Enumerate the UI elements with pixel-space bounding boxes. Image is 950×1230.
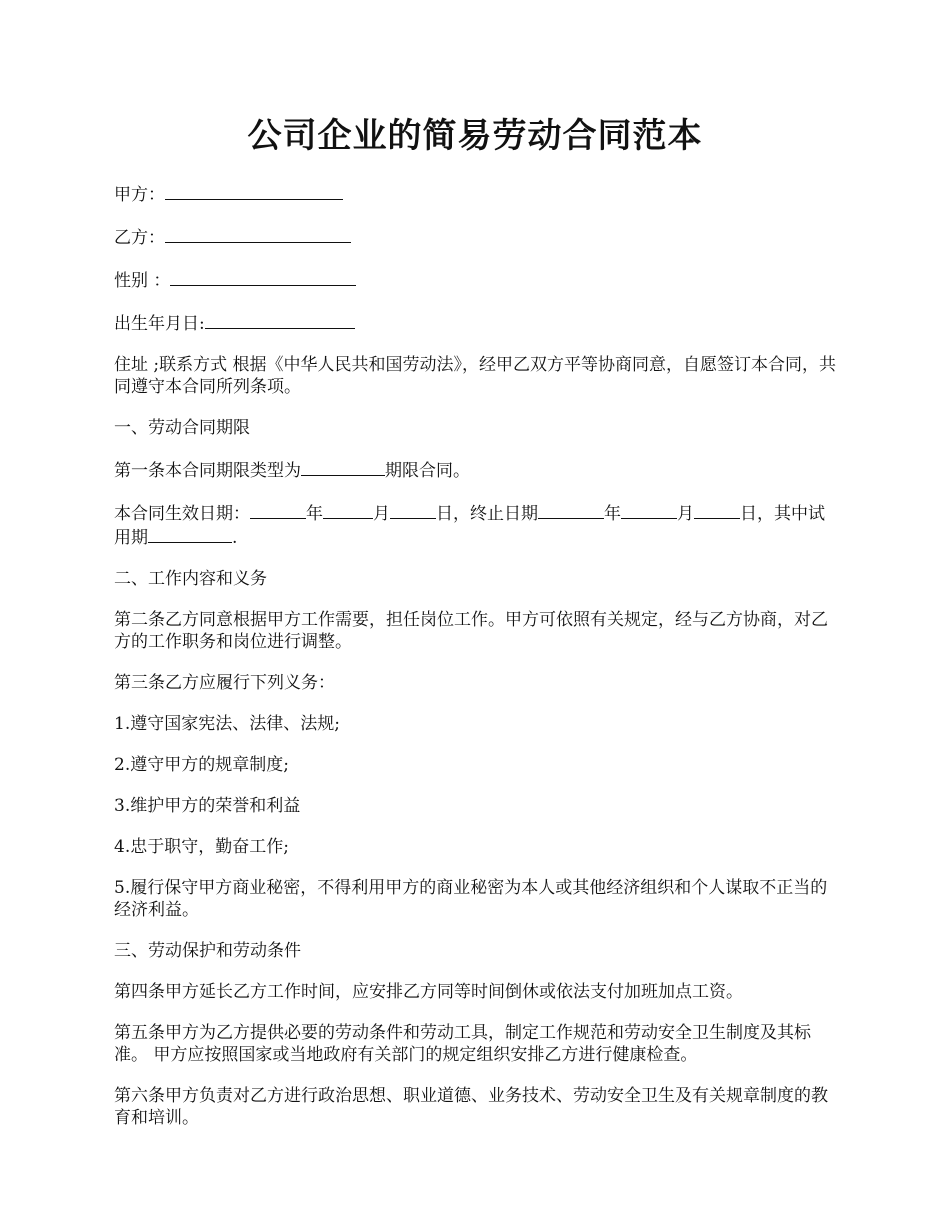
end-year-blank	[538, 501, 604, 519]
duty-item: 1.遵守国家宪法、法律、法规;	[114, 714, 340, 734]
probation-blank	[148, 525, 232, 543]
gender-line	[114, 268, 840, 292]
gender-blank	[170, 268, 356, 286]
party-b-label: 乙方：	[114, 228, 165, 248]
section1-heading: 一、劳动合同期限	[114, 418, 250, 438]
party-a-label: 甲方：	[114, 185, 165, 205]
party-a-line	[114, 182, 840, 206]
period: .	[232, 528, 238, 548]
birthdate-line	[114, 311, 840, 335]
effective-date-paragraph	[114, 501, 840, 549]
year-label: 年	[306, 504, 323, 524]
duty-item: 2.遵守甲方的规章制度;	[114, 755, 289, 775]
document-title: 公司企业的简易劳动合同范本	[247, 116, 703, 156]
start-month-blank	[323, 501, 373, 519]
party-b-blank	[165, 225, 351, 243]
start-day-blank	[390, 501, 436, 519]
duty-item: 3.维护甲方的荣誉和利益	[114, 796, 301, 816]
article2-paragraph: 第二条乙方同意根据甲方工作需要，担任岗位工作。甲方可依照有关规定，经与乙方协商，对乙方的工作职务和岗位进行调整。	[114, 610, 828, 652]
article6-paragraph: 第六条甲方负责对乙方进行政治思想、职业道德、业务技术、劳动安全卫生及有关规章制度的教育和培训。	[114, 1086, 828, 1128]
document-body	[114, 182, 840, 1148]
month-label: 月	[373, 504, 390, 524]
article3-paragraph: 第三条乙方应履行下列义务：	[114, 673, 335, 693]
effective-prefix: 本合同生效日期：	[114, 504, 250, 524]
article4-paragraph: 第四条甲方延长乙方工作时间，应安排乙方同等时间倒休或依法支付加班加点工资。	[114, 982, 743, 1002]
article5-paragraph: 第五条甲方为乙方提供必要的劳动条件和劳动工具，制定工作规范和劳动安全卫生制度及其标准。 甲方应按照国家或当地政府有关部门的规定组织安排乙方进行健康检查。	[114, 1023, 811, 1065]
article1-prefix: 第一条本合同期限类型为	[114, 461, 301, 481]
start-year-blank	[250, 501, 306, 519]
article1-suffix: 期限合同。	[385, 461, 470, 481]
section3-heading: 三、劳动保护和劳动条件	[114, 941, 301, 961]
probation-label: 日，其中试用期	[114, 504, 825, 548]
article1-line	[114, 458, 840, 482]
contract-type-blank	[301, 458, 385, 476]
party-b-line	[114, 225, 840, 249]
birthdate-blank	[205, 311, 355, 329]
intro-paragraph: 住址 ;联系方式 根据《中华人民共和国劳动法》，经甲乙双方平等协商同意，自愿签订本合同，共同遵守本合同所列条项。	[114, 355, 837, 397]
duty-item: 5.履行保守甲方商业秘密，不得利用甲方的商业秘密为本人或其他经济组织和个人谋取不正当的经济利益。	[114, 878, 828, 920]
end-day-blank	[694, 501, 740, 519]
year-label: 年	[604, 504, 621, 524]
duty-item: 4.忠于职守，勤奋工作;	[114, 837, 289, 857]
month-label: 月	[677, 504, 694, 524]
end-date-label: 日，终止日期	[436, 504, 538, 524]
party-a-blank	[165, 182, 343, 200]
gender-label: 性别 ：	[114, 271, 171, 291]
end-month-blank	[621, 501, 677, 519]
section2-heading: 二、工作内容和义务	[114, 569, 267, 589]
birthdate-label: 出生年月日:	[114, 314, 205, 334]
